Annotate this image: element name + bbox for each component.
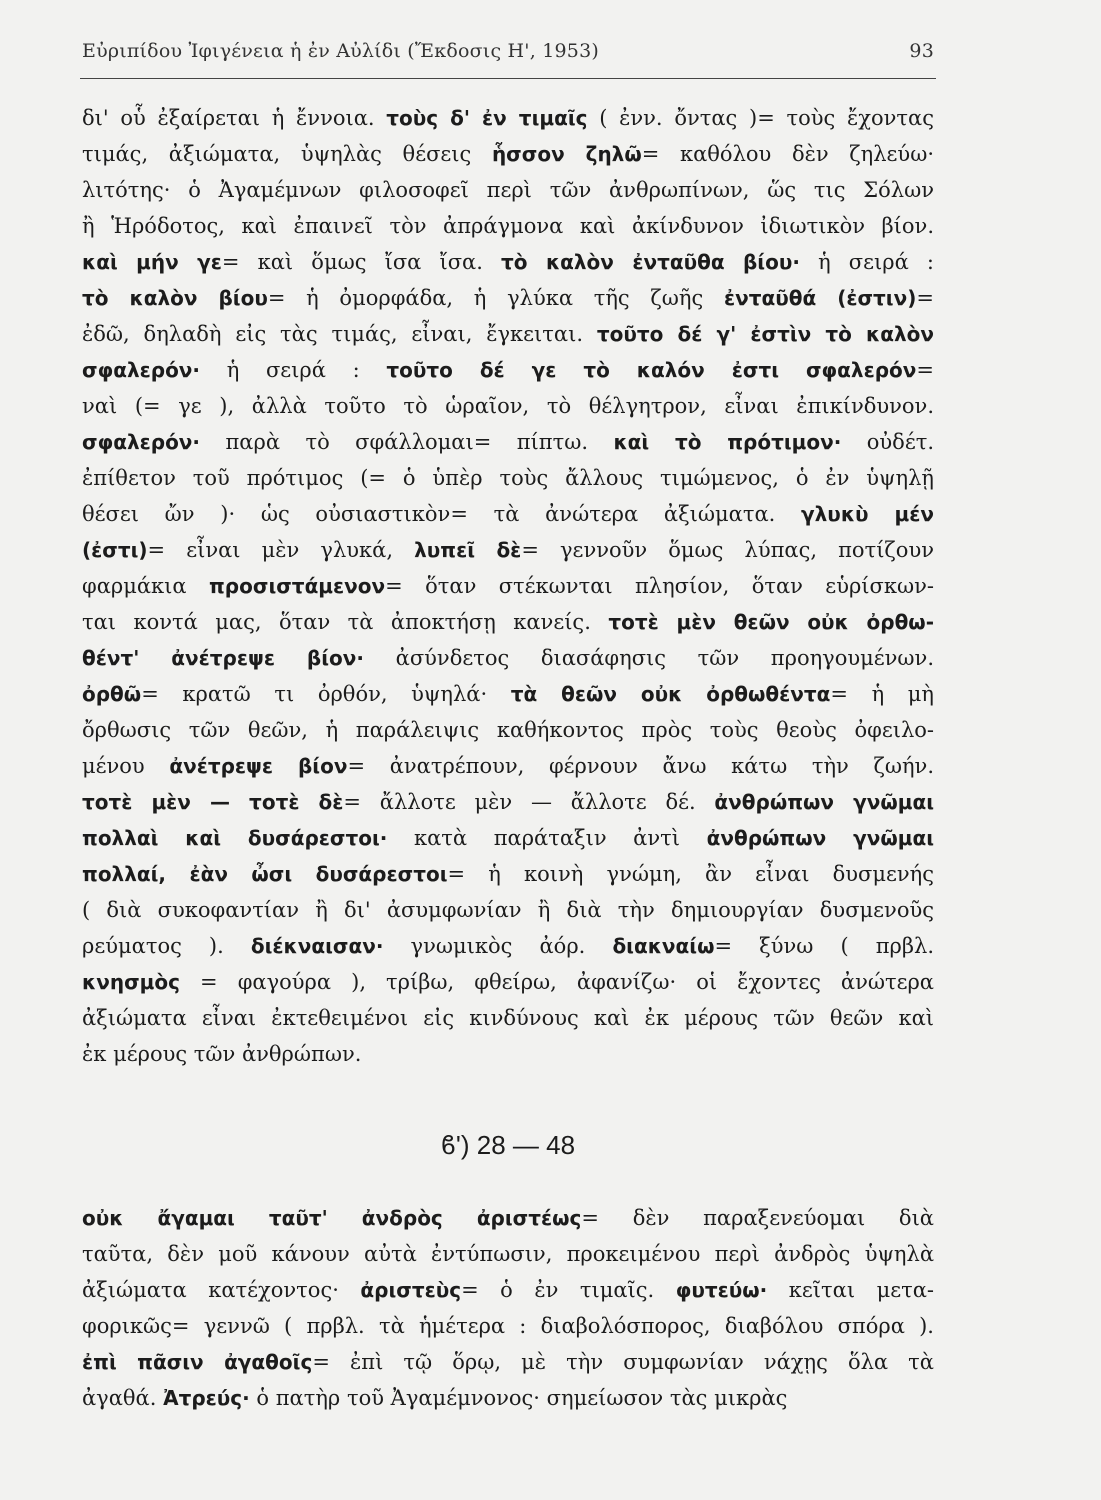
lemma: σφαλερόν· [82,430,201,454]
text-run: = ἡ ὀμορφάδα, ἡ γλύκα τῆς ζωῆς [267,286,724,310]
text-line [82,1344,934,1380]
lemma: ἀριστεὺς [360,1278,462,1302]
text-line [82,388,934,424]
text-line [82,1036,934,1072]
text-line [82,676,934,712]
lemma: πολλαὶ καὶ δυσάρεστοι· [82,826,388,850]
commentary-text [82,100,934,1072]
text-run: ἀσύνδετος διασάφησις τῶν προηγουμένων. [364,646,934,670]
text-run: = ἄλλοτε μὲν — ἄλλοτε δέ. [343,790,715,814]
lemma: τὰ θεῶν οὐκ ὀρθωθέντα [510,682,831,706]
lemma: τὸ καλὸν βίου [82,286,268,310]
text-run: κεῖται μετα- [767,1278,934,1302]
text-line [82,1000,934,1036]
text-line [82,1200,934,1236]
text-run: ἡ σειρά : [200,358,387,382]
text-run: ἢ Ἡρόδοτος, καὶ ἐπαινεῖ τὸν ἀπράγμονα καὶ ἀκίνδυνον ἰδιωτικὸν βίον. [82,214,934,238]
text-run: = ἐπὶ τῷ ὅρῳ, μὲ τὴν συμφωνίαν νάχῃς ὅλα τὰ [312,1350,934,1374]
lemma: πολλαί, ἐὰν ὦσι δυσάρεστοι [82,862,448,886]
text-run: ( ἐνν. ὄντας )= τοὺς ἔχοντας [587,106,934,130]
lemma: (ἐστι) [82,538,148,562]
lemma: ἀνθρώπων γνῶμαι [714,790,934,814]
text-run: γνωμικὸς ἀόρ. [383,934,613,958]
text-line [82,640,934,676]
lemma: τοτὲ μὲν θεῶν οὐκ ὀρθω- [608,610,934,634]
text-line [82,712,934,748]
running-title: Εὐριπίδου Ἰφιγένεια ἡ ἐν Αὐλίδι (Ἔκδοσις Η', 1953) [82,40,599,62]
text-run: = καθόλου δὲν ζηλεύω· [641,142,934,166]
text-line [82,496,934,532]
text-line [82,352,934,388]
text-line [82,604,934,640]
text-line [82,208,934,244]
page-number: 93 [909,40,934,62]
text-run: = ὁ ἐν τιμαῖς. [461,1278,676,1302]
lemma: τοτὲ μὲν — τοτὲ δὲ [82,790,344,814]
lemma: καὶ τὸ πρότιμον· [613,430,842,454]
text-line [82,1236,934,1272]
lemma: προσιστάμενον [208,574,386,598]
text-run: ὁ πατὴρ τοῦ Ἀγαμέμνονος· σημείωσον τὰς μικρὰς [249,1386,788,1410]
lemma: τοῦτο δέ γε τὸ καλόν ἐστι σφαλερόν [386,358,917,382]
text-run: ἐπίθετον τοῦ πρότιμος (= ὁ ὑπὲρ τοὺς ἄλλους τιμώμενος, ὁ ἐν ὑψηλῇ [82,466,934,490]
text-run: ἡ σειρά : [799,250,934,274]
text-line [82,964,934,1000]
text-run: ὄρθωσις τῶν θεῶν, ἡ παράλειψις καθήκοντος πρὸς τοὺς θεοὺς ὀφειλο- [82,718,934,742]
text-run: = ἡ κοινὴ γνώμη, ἂν εἶναι δυσμενής [447,862,934,886]
lemma: ἐνταῦθά (ἐστιν) [723,286,917,310]
text-line [82,460,934,496]
text-run: = φαγούρα ), τρίβω, φθείρω, ἀφανίζω· οἱ ἔχοντες ἀνώτερα [179,970,934,994]
running-head [82,40,934,62]
text-run: ἀγαθά. [82,1386,164,1410]
text-line [82,568,934,604]
text-run: ναὶ (= γε ), ἀλλὰ τοῦτο τὸ ὡραῖον, τὸ θέλγητρον, εἶναι ἐπικίνδυνον. [82,394,934,418]
text-run: = δὲν παραξενεύομαι διὰ [581,1206,934,1230]
text-run: οὐδέτ. [841,430,934,454]
lemma: διέκναισαν· [250,934,384,958]
header-rule [80,78,936,79]
lemma: τὸ καλὸν ἐνταῦθα βίου· [501,250,800,274]
text-line [82,100,934,136]
text-run: = [916,358,934,382]
text-run: δι' οὗ ἐξαίρεται ἡ ἔννοια. [82,106,387,130]
lemma: φυτεύω· [675,1278,768,1302]
lemma: κνησμὸς [82,970,180,994]
text-line [82,748,934,784]
text-run: ρεύματος ). [82,934,251,958]
text-line [82,892,934,928]
lemma: λυπεῖ δὲ [414,538,522,562]
lemma: ὀρθῶ [82,682,142,706]
text-run: ἀξιώματα κατέχοντος· [82,1278,361,1302]
text-line [82,532,934,568]
text-line [82,856,934,892]
text-line [82,928,934,964]
lemma: οὐκ ἄγαμαι ταῦτ' ἀνδρὸς ἀριστέως [82,1206,582,1230]
lemma: ἧσσον ζηλῶ [491,142,642,166]
text-line [82,1272,934,1308]
text-run: φαρμάκια [82,574,209,598]
text-run: ται κοντά μας, ὅταν τὰ ἀποκτήσῃ κανείς. [82,610,609,634]
text-line [82,172,934,208]
text-run: = ξύνω ( πρβλ. [714,934,934,958]
lemma: ἀνέτρεψε βίον [169,754,348,778]
text-run: ἐκ μέρους τῶν ἀνθρώπων. [82,1042,362,1066]
text-line [82,1380,934,1416]
text-line [82,136,934,172]
text-run: λιτότης· ὁ Ἀγαμέμνων φιλοσοφεῖ περὶ τῶν ἀνθρωπίνων, ὥς τις Σόλων [82,178,934,202]
lemma: θέντ' ἀνέτρεψε βίον· [82,646,365,670]
section-heading: ϐ') 28 — 48 [440,1130,576,1160]
text-line [82,784,934,820]
text-line [82,424,934,460]
text-run: ἐδῶ, δηλαδὴ εἰς τὰς τιμάς, εἶναι, ἔγκειται. [82,322,597,346]
text-run: φορικῶς= γεννῶ ( πρβλ. τὰ ἡμέτερα : διαβολόσπορος, διαβόλου σπόρα ). [82,1314,934,1338]
text-run: = ἀνατρέπουν, φέρνουν ἄνω κάτω τὴν ζωήν. [347,754,934,778]
text-run: παρὰ τὸ σφάλλομαι= πίπτω. [200,430,614,454]
lemma: ἐπὶ πᾶσιν ἀγαθοῖς [82,1350,313,1374]
lemma: καὶ μήν γε [82,250,222,274]
lemma: διακναίω [612,934,715,958]
text-run: = ὅταν στέκωνται πλησίον, ὅταν εὑρίσκων- [385,574,934,598]
text-run: θέσει ὤν )· ὡς οὐσιαστικὸν= τὰ ἀνώτερα ἀξιώματα. [82,502,802,526]
text-run: ταῦτα, δὲν μοῦ κάνουν αὐτὰ ἐντύπωσιν, προκειμένου περὶ ἀνδρὸς ὑψηλὰ [82,1242,934,1266]
text-run: = ἡ μὴ [830,682,934,706]
text-run: = κρατῶ τι ὀρθόν, ὑψηλά· [141,682,511,706]
text-line [82,280,934,316]
text-run: = γεννοῦν ὅμως λύπας, ποτίζουν [521,538,934,562]
text-run: ( διὰ συκοφαντίαν ἢ δι' ἀσυμφωνίαν ἢ διὰ τὴν δημιουργίαν δυσμενοῦς [82,898,934,922]
text-run: τιμάς, ἀξιώματα, ὑψηλὰς θέσεις [82,142,492,166]
text-run: μένου [82,754,170,778]
lemma: τοῦτο δέ γ' ἐστὶν τὸ καλὸν [596,322,934,346]
text-run: = [916,286,934,310]
text-line [82,244,934,280]
lemma: ἀνθρώπων γνῶμαι [706,826,934,850]
lemma: γλυκὺ μέν [801,502,934,526]
lemma: τοὺς δ' ἐν τιμαῖς [386,106,588,130]
text-line [82,820,934,856]
text-run: = εἶναι μὲν γλυκά, [147,538,415,562]
lemma: Ἀτρεύς· [163,1386,250,1410]
text-run: κατὰ παράταξιν ἀντὶ [387,826,707,850]
text-line [82,1308,934,1344]
text-run: ἀξιώματα εἶναι ἐκτεθειμένοι εἰς κινδύνους καὶ ἐκ μέρους τῶν θεῶν καὶ [82,1006,934,1030]
commentary-text-continued [82,1200,934,1416]
lemma: σφαλερόν· [82,358,201,382]
text-line [82,316,934,352]
text-run: = καὶ ὅμως ἴσα ἴσα. [221,250,502,274]
